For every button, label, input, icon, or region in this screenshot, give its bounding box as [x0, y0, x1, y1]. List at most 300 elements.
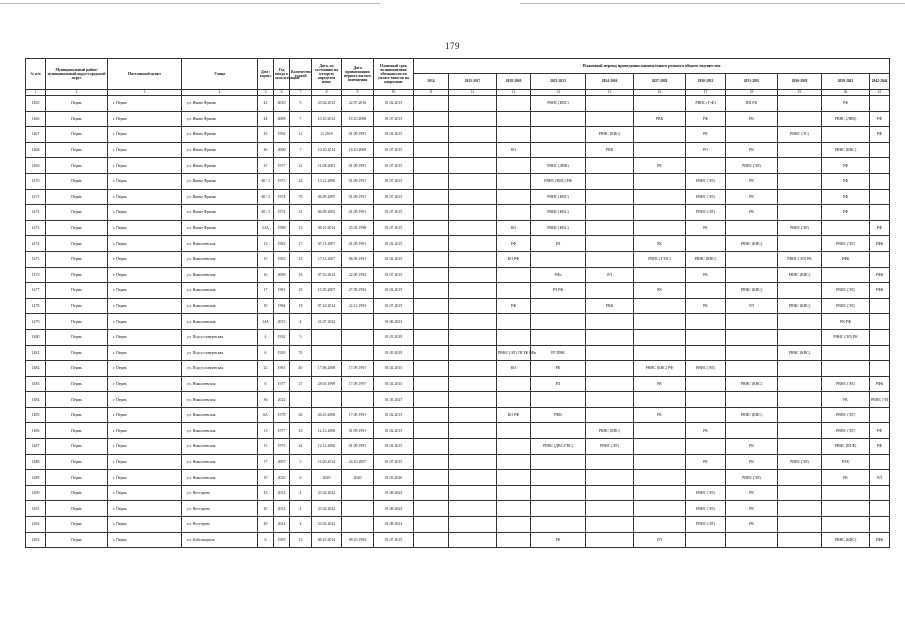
period-cell: РК [726, 173, 778, 189]
period-cell [870, 314, 890, 330]
floors-cell: 24 [290, 439, 312, 455]
period-cell [634, 96, 686, 112]
period-cell [586, 485, 634, 501]
period-cell [449, 96, 497, 112]
row-number: 1472 [26, 205, 46, 221]
period-cell: РФ [870, 439, 890, 455]
period-cell: РК [726, 142, 778, 158]
street-cell: ул. Подсусловцевская [182, 345, 258, 361]
period-cell [531, 454, 586, 470]
deadline-cell: 01.02.2015 [374, 376, 414, 392]
year-cell: 1977 [274, 423, 290, 439]
deadline-cell: 01.07.2015 [374, 158, 414, 174]
period-cell: РФ [822, 189, 870, 205]
period-cell [497, 532, 531, 548]
deadline-cell: 01.07.2015 [374, 189, 414, 205]
period-cell [870, 329, 890, 345]
deadline-cell: 01.05.2026 [374, 470, 414, 486]
period-cell [449, 423, 497, 439]
settlement-cell: г. Пермь [108, 517, 182, 533]
privatization-date-cell: 25.03.1998 [342, 220, 374, 236]
district-cell: Пермь [46, 251, 108, 267]
house-cell: 19 [258, 298, 274, 314]
period-cell [870, 485, 890, 501]
period-cell: РВНС (ВГФ) [822, 439, 870, 455]
header-period: 2033-2035 [726, 73, 778, 89]
period-cell [414, 189, 449, 205]
district-cell: Пермь [46, 220, 108, 236]
period-cell [634, 517, 686, 533]
period-cell [449, 314, 497, 330]
wear-date-cell: 10.10.2014 [312, 142, 342, 158]
period-cell: КО РФ [497, 251, 531, 267]
settlement-cell: г. Пермь [108, 158, 182, 174]
period-cell [726, 220, 778, 236]
period-cell [634, 220, 686, 236]
wear-date-cell: 21.07.2022 [312, 314, 342, 330]
column-number: 8 [312, 90, 342, 96]
column-number: 12 [449, 90, 497, 96]
period-cell [414, 376, 449, 392]
period-cell [531, 470, 586, 486]
period-cell: РЛ ПНК [531, 345, 586, 361]
year-cell: 1973 [274, 439, 290, 455]
district-cell: Пермь [46, 329, 108, 345]
district-cell: Пермь [46, 189, 108, 205]
period-cell: РВНС (КВС) [531, 96, 586, 112]
table-row [26, 96, 890, 112]
wear-date-cell: 06.09.2005 [312, 205, 342, 221]
period-cell [822, 220, 870, 236]
period-cell [634, 470, 686, 486]
period-cell [686, 158, 726, 174]
period-cell [870, 361, 890, 377]
row-number: 1465 [26, 96, 46, 112]
privatization-date-cell: 27.09.1992 [342, 283, 374, 299]
house-cell: 14А [258, 314, 274, 330]
wear-date-cell: 12.12.2006 [312, 423, 342, 439]
wear-date-cell: 23.02.2022 [312, 501, 342, 517]
period-cell: РК [686, 423, 726, 439]
period-cell: РЛ [531, 376, 586, 392]
year-cell: 1973 [274, 173, 290, 189]
year-cell: 1977 [274, 158, 290, 174]
period-cell: КО [497, 142, 531, 158]
period-cell: РВНС (ЭЛ) [686, 361, 726, 377]
row-number: 1493 [26, 532, 46, 548]
period-cell: РФК [870, 532, 890, 548]
period-cell [414, 532, 449, 548]
floors-cell: 24 [290, 173, 312, 189]
street-cell: ул. Ивана Франко [182, 127, 258, 143]
period-cell [497, 205, 531, 221]
period-cell [497, 485, 531, 501]
table-row [26, 189, 890, 205]
house-cell: 4 [258, 329, 274, 345]
period-cell [414, 470, 449, 486]
period-cell [449, 392, 497, 408]
wear-date-cell: 17.06.2008 [312, 361, 342, 377]
row-number: 1488 [26, 454, 46, 470]
row-number: 1485 [26, 407, 46, 423]
period-cell: РВНС (ЭЛ) РК [822, 329, 870, 345]
district-cell: Пермь [46, 173, 108, 189]
period-cell: РВНС (КВС) [586, 127, 634, 143]
period-cell [686, 470, 726, 486]
period-cell [449, 189, 497, 205]
column-number: 17 [686, 90, 726, 96]
column-number: 2 [46, 90, 108, 96]
period-cell [449, 439, 497, 455]
privatization-date-cell: 18.10.2008 [342, 111, 374, 127]
header-house: Дом / корпус [258, 59, 274, 90]
deadline-cell: 01.07.2015 [374, 111, 414, 127]
period-cell [822, 485, 870, 501]
period-cell: РВНС (КВС) РФ [531, 173, 586, 189]
deadline-cell: 01.07.2015 [374, 298, 414, 314]
period-cell [686, 283, 726, 299]
period-cell [634, 298, 686, 314]
wear-date-cell [312, 329, 342, 345]
row-number: 1492 [26, 517, 46, 533]
period-cell [414, 314, 449, 330]
period-cell [586, 329, 634, 345]
period-cell [686, 236, 726, 252]
table-row [26, 361, 890, 377]
period-cell: РФ [822, 173, 870, 189]
period-cell [870, 251, 890, 267]
floors-cell [290, 392, 312, 408]
table-row [26, 111, 890, 127]
period-cell [726, 314, 778, 330]
period-cell [586, 189, 634, 205]
period-cell [414, 173, 449, 189]
period-cell [414, 439, 449, 455]
deadline-cell: 01.08.2023 [374, 485, 414, 501]
period-cell [634, 423, 686, 439]
table-row [26, 127, 890, 143]
row-number: 1476 [26, 267, 46, 283]
period-cell [586, 361, 634, 377]
settlement-cell: г. Пермь [108, 314, 182, 330]
period-cell [870, 345, 890, 361]
period-cell [586, 454, 634, 470]
wear-date-cell: 15.03.2007 [312, 283, 342, 299]
house-cell: 15 [258, 251, 274, 267]
column-number: 20 [822, 90, 870, 96]
period-cell [778, 485, 822, 501]
floors-cell: 4 [290, 314, 312, 330]
period-cell [778, 501, 822, 517]
header-period: 2030-2032 [686, 73, 726, 89]
period-cell [586, 470, 634, 486]
deadline-cell: 01.07.2015 [374, 173, 414, 189]
deadline-cell: 01.06.2023 [374, 314, 414, 330]
period-cell [449, 345, 497, 361]
period-cell [449, 454, 497, 470]
period-cell [870, 501, 890, 517]
period-cell [586, 173, 634, 189]
row-number: 1468 [26, 142, 46, 158]
street-cell: ул. Николаевская [182, 407, 258, 423]
period-cell [822, 127, 870, 143]
period-cell [586, 501, 634, 517]
header-deadline: Плановый срок возникновения обязанности по уплате взносов на капремонт [374, 59, 414, 90]
period-cell [822, 267, 870, 283]
deadline-cell: 01.02.2015 [374, 407, 414, 423]
period-cell [497, 392, 531, 408]
period-cell: РВНС (ЭЛ) [822, 376, 870, 392]
period-cell: РК [726, 189, 778, 205]
period-cell [449, 485, 497, 501]
period-cell [726, 423, 778, 439]
header-street: Улица [182, 59, 258, 90]
period-cell: РВНС (ЭЛ) [726, 158, 778, 174]
period-cell [414, 205, 449, 221]
privatization-date-cell: 22.12.1993 [342, 298, 374, 314]
row-number: 1480 [26, 329, 46, 345]
period-cell [778, 439, 822, 455]
period-cell: РВНС (ЭЛ) [870, 392, 890, 408]
privatization-date-cell [342, 314, 374, 330]
period-cell [414, 392, 449, 408]
row-number: 1474 [26, 236, 46, 252]
period-cell [449, 376, 497, 392]
period-cell [686, 532, 726, 548]
year-cell: 2006 [274, 142, 290, 158]
period-cell [414, 142, 449, 158]
period-cell [778, 173, 822, 189]
header-period: 2039-2041 [822, 73, 870, 89]
period-cell: РВНС (КВС) [531, 220, 586, 236]
period-cell [778, 392, 822, 408]
street-cell: ул. Нестерова [182, 501, 258, 517]
column-number: 3 [108, 90, 182, 96]
period-cell: РВНС (ЭЛ) [586, 439, 634, 455]
row-number: 1490 [26, 485, 46, 501]
year-cell: 2014 [274, 485, 290, 501]
floors-cell: 15 [290, 532, 312, 548]
period-cell: РВНС (КВС) [726, 283, 778, 299]
privatization-date-cell: 17.09.1991 [342, 361, 374, 377]
street-cell: ул. Николаевская [182, 251, 258, 267]
period-cell [449, 220, 497, 236]
period-cell [531, 485, 586, 501]
period-cell: РВНС (Г-ВС) [634, 251, 686, 267]
year-cell: 1974 [274, 205, 290, 221]
settlement-cell: г. Пермь [108, 423, 182, 439]
row-number: 1489 [26, 470, 46, 486]
floors-cell: 23 [290, 251, 312, 267]
column-number: 5 [258, 90, 274, 96]
period-cell [497, 111, 531, 127]
period-cell: РВНС (ЭЛ) [822, 423, 870, 439]
period-cell [870, 96, 890, 112]
period-cell: РК [634, 283, 686, 299]
settlement-cell: г. Пермь [108, 454, 182, 470]
period-cell: КО [497, 361, 531, 377]
scan-edge-line [0, 3, 380, 4]
period-cell [414, 251, 449, 267]
period-cell [586, 251, 634, 267]
period-cell [414, 329, 449, 345]
period-cell [778, 407, 822, 423]
period-cell [870, 517, 890, 533]
column-number: 14 [531, 90, 586, 96]
period-cell [778, 314, 822, 330]
period-cell [531, 423, 586, 439]
period-cell: РК [686, 298, 726, 314]
settlement-cell: г. Пермь [108, 298, 182, 314]
period-cell: РФ [870, 220, 890, 236]
district-cell: Пермь [46, 361, 108, 377]
wear-date-cell: 17.11.2007 [312, 251, 342, 267]
header-period: 2018-2020 [497, 73, 531, 89]
deadline-cell: 01.07.2015 [374, 532, 414, 548]
period-cell [414, 423, 449, 439]
wear-date-cell [312, 392, 342, 408]
period-cell: РВК [586, 298, 634, 314]
header-privatization-date: Дата приватизации первого жилого помещения [342, 59, 374, 90]
privatization-date-cell: 08.10.1993 [342, 532, 374, 548]
period-cell [822, 361, 870, 377]
year-cell: 2014 [274, 501, 290, 517]
house-cell: 13 [258, 423, 274, 439]
table-row [26, 439, 890, 455]
period-cell: РВНС (КВС) [778, 267, 822, 283]
privatization-date-cell: 17.09.1997 [342, 376, 374, 392]
period-cell [726, 127, 778, 143]
floors-cell: 4 [290, 485, 312, 501]
house-cell: 15 [258, 439, 274, 455]
period-cell [726, 329, 778, 345]
header-last-repair-date: Дата, по состоянию на которую определен износ [312, 59, 342, 90]
period-cell: РВНС (ЭЛ) [686, 205, 726, 221]
period-cell [634, 205, 686, 221]
header-period: 2015-2017 [449, 73, 497, 89]
period-cell [634, 314, 686, 330]
period-cell [497, 267, 531, 283]
row-number: 1483 [26, 376, 46, 392]
period-cell [634, 142, 686, 158]
period-cell [778, 111, 822, 127]
street-cell: ул. Нестерова [182, 485, 258, 501]
period-cell [414, 345, 449, 361]
floors-cell: 4 [290, 517, 312, 533]
header-period: 2014 [414, 73, 449, 89]
period-cell [497, 314, 531, 330]
privatization-date-cell [342, 345, 374, 361]
period-cell [634, 454, 686, 470]
period-cell: РВНС (КВС) [726, 376, 778, 392]
floors-cell: 21 [290, 158, 312, 174]
privatization-date-cell: 2020 [342, 470, 374, 486]
year-cell: 2020 [274, 470, 290, 486]
table-row [26, 267, 890, 283]
district-cell: Пермь [46, 407, 108, 423]
settlement-cell: г. Пермь [108, 485, 182, 501]
period-cell [778, 205, 822, 221]
house-cell: 36 [258, 392, 274, 408]
street-cell: ул. Николаевская [182, 392, 258, 408]
period-cell [634, 127, 686, 143]
table-row [26, 173, 890, 189]
period-cell: РВНС (ЭС) [778, 127, 822, 143]
table-row [26, 485, 890, 501]
settlement-cell: г. Пермь [108, 127, 182, 143]
year-cell: 1978 [274, 407, 290, 423]
period-cell [586, 376, 634, 392]
period-cell [531, 329, 586, 345]
street-cell: ул. Николаевская [182, 376, 258, 392]
privatization-date-cell [342, 501, 374, 517]
settlement-cell: г. Пермь [108, 392, 182, 408]
year-cell: 1974 [274, 189, 290, 205]
period-cell: РВНС (ЭЛ) [822, 283, 870, 299]
period-cell: РФК [870, 283, 890, 299]
period-cell [414, 111, 449, 127]
privatization-date-cell: 01.09.1991 [342, 236, 374, 252]
period-cell: РФл [531, 267, 586, 283]
house-cell: 48 / 3 [258, 205, 274, 221]
district-cell: Пермь [46, 96, 108, 112]
house-cell: 42 [258, 96, 274, 112]
period-cell: РК [686, 454, 726, 470]
row-number: 1471 [26, 189, 46, 205]
period-cell [414, 517, 449, 533]
column-number: 9 [342, 90, 374, 96]
period-cell [586, 236, 634, 252]
table-row [26, 236, 890, 252]
year-cell: 2008 [274, 267, 290, 283]
privatization-date-cell: 01.09.1991 [342, 205, 374, 221]
period-cell [870, 142, 890, 158]
district-cell: Пермь [46, 532, 108, 548]
year-cell: 2008 [274, 111, 290, 127]
settlement-cell: г. Пермь [108, 189, 182, 205]
floors-cell: 16 [290, 267, 312, 283]
street-cell: ул. Николаевская [182, 236, 258, 252]
year-cell: 1984 [274, 298, 290, 314]
wear-date-cell: 11.2019 [312, 127, 342, 143]
period-cell [778, 96, 822, 112]
period-cell [449, 501, 497, 517]
table-row [26, 407, 890, 423]
column-number: 21 [870, 90, 890, 96]
street-cell: ул. Нестерова [182, 517, 258, 533]
house-cell: 16 [258, 267, 274, 283]
wear-date-cell: 06.10.2014 [312, 532, 342, 548]
period-cell [586, 111, 634, 127]
wear-date-cell: 06.09.2005 [312, 189, 342, 205]
wear-date-cell: 07.10.2014 [312, 267, 342, 283]
row-number: 1478 [26, 298, 46, 314]
period-cell [870, 454, 890, 470]
deadline-cell: 01.03.2019 [374, 329, 414, 345]
privatization-date-cell [342, 517, 374, 533]
year-cell: 2010 [274, 96, 290, 112]
period-cell: РВНС (КВС) [686, 251, 726, 267]
floors-cell: 17 [290, 236, 312, 252]
period-cell [586, 158, 634, 174]
period-cell: РФ [870, 111, 890, 127]
period-cell [634, 267, 686, 283]
row-number: 1482 [26, 361, 46, 377]
period-cell [531, 142, 586, 158]
header-period-title: Плановый период проведения капитального ремонта общего имущества [414, 59, 890, 74]
period-cell [497, 439, 531, 455]
period-cell: РК [634, 236, 686, 252]
